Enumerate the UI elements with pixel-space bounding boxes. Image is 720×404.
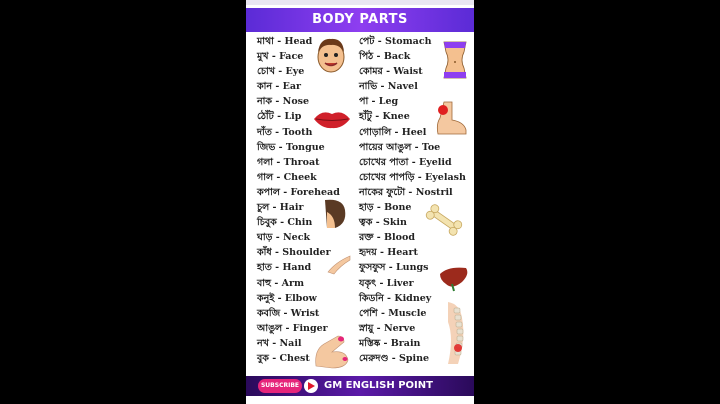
bengali-word: নাকের ফুটো [359,186,406,198]
separator: - [385,262,396,274]
separator: - [376,277,387,289]
english-word: Knee [382,111,410,123]
separator: - [273,36,285,47]
english-word: Eye [285,66,305,78]
separator: - [271,262,283,274]
face-icon [314,36,348,74]
bengali-word: নাক [257,96,273,108]
liver-icon [438,264,470,292]
separator: - [275,141,286,153]
english-word: Tooth [282,126,313,138]
english-word: Blood [384,232,415,244]
bengali-word: কবজি [257,307,281,319]
subscribe-button[interactable]: SUBSCRIBE [258,379,302,393]
separator: - [377,81,388,93]
bengali-word: বাহু [257,277,272,289]
word-row [257,155,367,170]
separator: - [273,111,285,123]
english-word: Lip [284,111,302,123]
english-word: Shoulder [282,247,331,259]
english-word: Wrist [290,307,320,319]
bengali-word: ফুসফুস [359,262,386,274]
bengali-word: পায়ের আঙুল [359,141,412,153]
separator: - [271,247,283,259]
bengali-word: দাঁত [257,126,272,138]
separator: - [377,307,389,319]
english-word: Arm [281,277,305,289]
english-word: Kidney [394,292,432,304]
bengali-word: রক্ত [359,232,374,244]
english-word: Hand [282,262,312,274]
english-word: Elbow [284,292,317,304]
bengali-word: হাত [257,262,272,274]
foot-icon [430,100,468,136]
english-word: Eyelid [418,156,452,168]
separator: - [373,322,384,334]
bengali-word: কনুই [257,292,275,304]
bengali-word: নখ [257,337,269,349]
separator: - [371,111,383,123]
english-word: Toe [421,141,441,153]
bengali-word: হাড় [359,202,374,214]
word-row [257,49,367,64]
bengali-word: মুখ [257,51,269,63]
play-triangle-icon [308,382,315,390]
separator: - [272,232,283,244]
separator: - [411,141,422,153]
separator: - [276,217,288,229]
separator: - [368,96,379,108]
separator: - [273,156,284,168]
bengali-word: আঙুল [257,322,283,334]
word-row [257,34,367,49]
bengali-word: ঠোঁট [257,111,274,123]
word-row [257,276,367,291]
english-word: Stomach [385,36,432,47]
separator: - [391,126,402,138]
separator: - [414,171,426,183]
bengali-word: হাঁটু [359,111,372,123]
separator: - [271,277,282,289]
word-row [359,140,474,155]
separator: - [373,232,385,244]
word-row [257,291,367,306]
bengali-word: পেশি [359,307,378,319]
english-word: Nose [282,96,310,108]
english-word: Brain [390,337,421,349]
word-row [359,79,474,94]
english-word: Lungs [396,262,429,274]
left-word-list [257,34,367,366]
separator: - [271,126,283,138]
english-word: Chin [287,217,313,229]
bengali-word: কান [257,81,273,93]
bengali-word: ঘাড় [257,232,273,244]
bengali-word: মেরুদণ্ড [359,352,389,364]
english-word: Leg [378,96,399,108]
separator: - [376,247,388,259]
bengali-word: স্নায়ু [359,322,374,334]
separator: - [274,292,285,304]
word-row [257,79,367,94]
top-strip [246,0,474,5]
separator: - [282,322,293,334]
english-word: Chest [279,352,310,364]
english-word: Nostril [415,186,453,198]
bengali-word: জিভ [257,141,276,153]
english-word: Nail [279,337,302,349]
bengali-word: গলা [257,156,274,168]
word-row [257,306,367,321]
bengali-word: যকৃৎ [359,277,377,289]
english-word: Forehead [290,186,340,198]
bengali-word: কোমর [359,66,383,78]
footer-bar [246,376,474,396]
separator: - [374,36,386,47]
spine-icon [440,298,470,368]
word-row [257,215,367,230]
english-word: Navel [387,81,418,93]
lips-icon [312,108,352,130]
bengali-word: চোখ [257,66,275,78]
bengali-word: ত্বক [359,217,373,229]
bengali-word: পেট [359,36,375,47]
bone-icon [422,200,466,240]
chin-icon [321,198,349,230]
english-word: Muscle [388,307,427,319]
bengali-word: কপাল [257,186,280,198]
english-word: Heart [387,247,418,259]
bengali-word: বুক [257,352,269,364]
separator: - [268,337,280,349]
bengali-word: গাল [257,171,274,183]
separator: - [383,292,395,304]
english-word: Nerve [383,322,416,334]
bengali-word: কিডনি [359,292,384,304]
separator: - [279,186,291,198]
word-row [257,170,367,185]
english-word: Head [284,36,313,47]
english-word: Skin [382,217,407,229]
body-parts-poster [246,0,474,404]
english-word: Face [279,51,304,63]
nail-icon [312,330,350,370]
separator: - [372,217,383,229]
waist-icon [438,40,472,80]
english-word: Heel [401,126,427,138]
english-word: Tongue [285,141,325,153]
word-row [257,140,367,155]
bengali-word: নাভি [359,81,378,93]
separator: - [405,186,416,198]
separator: - [280,307,291,319]
word-row [359,185,474,200]
english-word: Back [383,51,411,63]
english-word: Liver [386,277,414,289]
bengali-word: মাথা [257,36,274,47]
word-row [257,230,367,245]
english-word: Neck [282,232,311,244]
english-word: Spine [399,352,430,364]
bengali-word: পা [359,96,369,108]
separator: - [382,66,394,78]
separator: - [269,202,280,214]
separator: - [373,51,384,63]
english-word: Bone [384,202,412,214]
separator: - [272,96,283,108]
english-word: Finger [292,322,328,334]
separator: - [408,156,419,168]
separator: - [268,352,280,364]
english-word: Throat [283,156,320,168]
page-title: BODY PARTS [246,8,474,32]
english-word: Cheek [283,171,317,183]
bengali-word: পিঠ [359,51,374,63]
word-row [257,185,367,200]
word-row [257,200,367,215]
separator: - [274,66,286,78]
bengali-word: চোখের পাতা [359,156,409,168]
channel-brand: GM ENGLISH POINT [324,380,433,391]
separator: - [273,171,284,183]
bengali-word: কাঁধ [257,247,272,259]
word-row [359,170,474,185]
separator: - [380,337,391,349]
separator: - [268,51,280,63]
bengali-word: মস্তিষ্ক [359,337,381,349]
bengali-word: চোখের পাপড়ি [359,171,415,183]
bengali-word: চুল [257,202,270,214]
hand-icon [326,252,352,276]
separator: - [373,202,385,214]
english-word: Eyelash [425,171,466,183]
english-word: Ear [282,81,302,93]
word-row [359,155,474,170]
english-word: Waist [393,66,423,78]
bengali-word: চিবুক [257,217,277,229]
word-row [257,64,367,79]
separator: - [388,352,400,364]
english-word: Hair [279,202,304,214]
word-row [359,245,474,260]
bengali-word: হৃদয় [359,247,377,259]
separator: - [272,81,283,93]
bengali-word: গোড়ালি [359,126,392,138]
